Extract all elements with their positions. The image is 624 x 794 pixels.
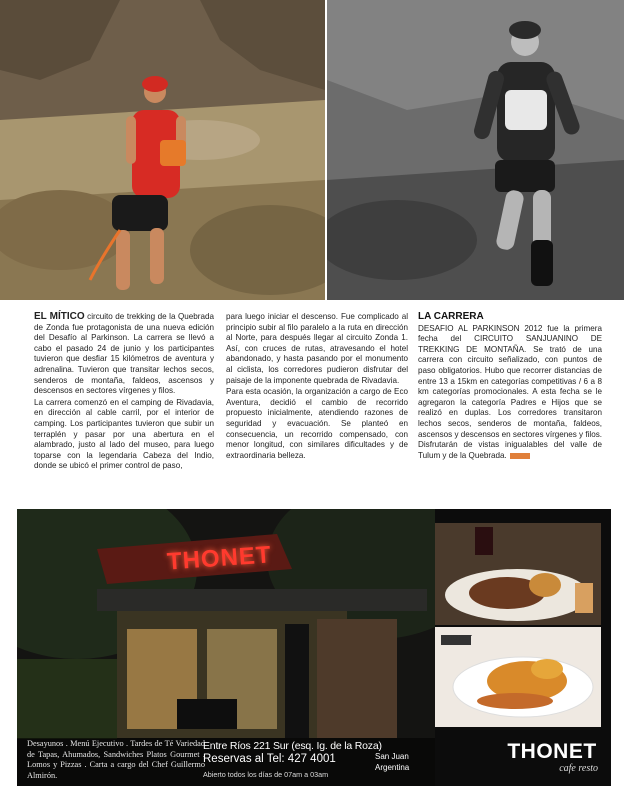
article-column-2 <box>226 312 408 462</box>
brand-name: THONET <box>507 740 597 763</box>
article-text: circuito de trekking de la Quebrada de Zonda fue protagonista de una nueva edición del Desafío al Parkinson. La carrera se llevó a cabo el pasado 24 de junio y los participantes tuvieron que desfiar 15 kilómetros de aventura y adrenalina. Tuvieron que transitar lechos secos, senderos de montaña, faldeos, ascensos y descensos en sectores vírgenes y filos. <box>34 312 214 396</box>
storefront-sign: THONET <box>166 541 273 576</box>
ad-phone: Reservas al Tel: 427 4001 <box>203 753 336 765</box>
ad-info-band <box>17 738 435 786</box>
plate-logo: THONET <box>443 635 472 642</box>
article-lead: EL MÍTICO <box>34 311 85 322</box>
section-heading: LA CARRERA <box>418 311 484 322</box>
brand-tagline: cafe resto <box>559 763 598 774</box>
ad-address: Entre Ríos 221 Sur (esq. Ig. de la Roza) <box>203 740 382 752</box>
brand-logo <box>502 741 602 774</box>
restaurant-advertisement <box>17 509 611 786</box>
runner-photo-bw <box>327 0 624 300</box>
article-paragraph: La carrera comenzó en el camping de Rivadavia, en dirección al cable carril, por el interior de camping. Los participantes tuvieron que subir un terraplén y pasar por una abertura en el alambrado, justo al lado del museo, para luego toparse con la legendaria Cabeza del Indio, donde se ubicó el primer control de paso, <box>34 397 214 471</box>
article-paragraph <box>418 324 602 462</box>
article-column-3 <box>418 312 602 462</box>
food-photo-steak <box>435 523 601 625</box>
article-paragraph <box>34 312 214 397</box>
runner-photo-scene <box>0 0 325 300</box>
ad-city: San Juan <box>375 752 409 761</box>
article-paragraph: para luego iniciar el descenso. Fue complicado al principio subir al filo paralelo a la ruta en dirección al Norte, para después llegar al circuito Zonda 1. Así, con cruces de rutas, atravesando el hotel abandonado, y hasta pasando por el monumento al ciclista, los corredores pudieron disfrutar del paisaje de la imponente quebrada de Rivadavia. <box>226 312 408 385</box>
end-mark-icon <box>510 453 530 459</box>
article-paragraph: Para esta ocasión, la organización a cargo de Eco Aventura, decidió el cambio de recorrido propuesto inicialmente, atendiendo razones de seguridad y evacuación. Se planteó en consecuencia, un recorrido compensado, con menor longitud, con similares dificultades y de extraordinaria belleza. <box>226 387 408 460</box>
article-text: DESAFIO AL PARKINSON 2012 fue la primera fecha del CIRCUITO SANJUANINO DE TREKKING DE MONTAÑA. Se trató de una carrera con circuito señalizado, con puntos de paso obligatorios. Hubo que recorrer distancias de entre 13 a 15km en categorías competitivas / 6 a 8 km categorías promocionales. A esta fecha se le agregaron la categoría Padres e Hijos que se realizó en duplas. Los corredores transitaron lechos secos, senderos de montaña, faldeos, ascensos y descensos en sectores vírgenes y filos. Disfrutarán de vistas inigualables del valle de Tulum y de la Quebrada. <box>418 323 602 460</box>
runner-photo-color <box>0 0 325 300</box>
food-photo-paella <box>435 627 601 727</box>
runner-photo-bw-scene <box>327 0 624 300</box>
article-column-1 <box>34 312 214 473</box>
ad-services-text: Desayunos . Menú Ejecutivo . Tardes de Té Variedad de Tapas, Ahumados, Sandwiches Platos Gourmet . Lomos y Pizzas . Carta a cargo del Chef Guillermo Almirón. <box>27 739 205 780</box>
food-steak-scene <box>435 523 601 625</box>
ad-hours: Abierto todos los días de 07am a 03am <box>203 770 329 779</box>
ad-country: Argentina <box>375 763 410 772</box>
food-paella-scene <box>435 627 601 727</box>
